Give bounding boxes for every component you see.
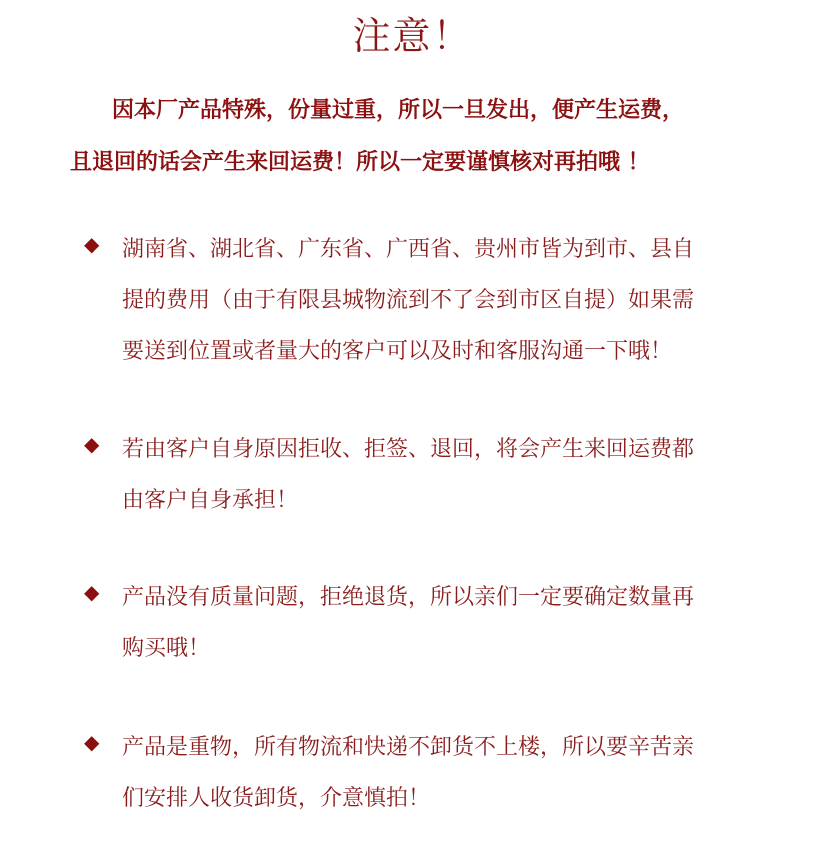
notice-text: [122, 572, 744, 674]
notice-item: [84, 424, 744, 526]
intro-paragraph: [70, 84, 750, 188]
intro-line: 因本厂产品特殊，份量过重，所以一旦发出，便产生运费，: [112, 97, 685, 123]
page-title: 注意！: [352, 14, 473, 58]
notice-line: 们安排人收货卸货，介意慎拍！: [122, 786, 431, 811]
notice-line: 产品是重物，所有物流和快递不卸货不上楼，所以要辛苦亲: [122, 735, 695, 760]
notice-line: 提的费用（由于有限县城物流到不了会到市区自提）如果需: [122, 288, 695, 313]
notice-item: [84, 224, 744, 377]
notice-item: [84, 572, 744, 674]
notice-line: 要送到位置或者量大的客户可以及时和客服沟通一下哦！: [122, 339, 673, 364]
intro-line: 且退回的话会产生来回运费！所以一定要谨慎核对再拍哦 ！: [70, 149, 650, 175]
notice-text: [122, 424, 744, 526]
diamond-bullet-icon: ◆: [84, 232, 100, 256]
notice-line: 湖南省、湖北省、广东省、广西省、贵州市皆为到市、县自: [122, 237, 695, 262]
notice-line: 产品没有质量问题，拒绝退货，所以亲们一定要确定数量再: [122, 585, 695, 610]
notice-line: 由客户自身承担！: [122, 488, 299, 513]
notice-text: [122, 722, 744, 824]
notice-line: 若由客户自身原因拒收、拒签、退回，将会产生来回运费都: [122, 437, 695, 462]
notice-text: [122, 224, 744, 377]
diamond-bullet-icon: ◆: [84, 432, 100, 456]
diamond-bullet-icon: ◆: [84, 730, 100, 754]
diamond-bullet-icon: ◆: [84, 580, 100, 604]
notice-item: [84, 722, 744, 824]
notice-line: 购买哦！: [122, 636, 211, 661]
